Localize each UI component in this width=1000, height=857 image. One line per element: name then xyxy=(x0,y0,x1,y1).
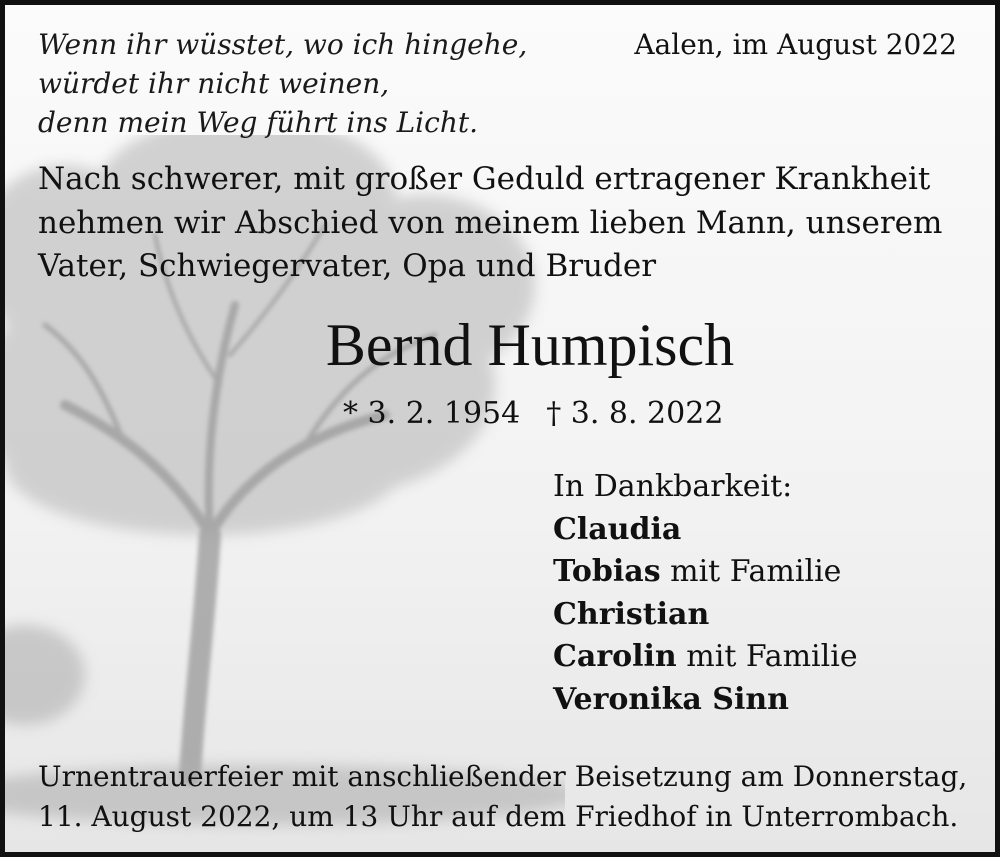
mourner-entry xyxy=(553,679,858,722)
mourner-name: Veronika Sinn xyxy=(553,681,789,717)
mourner-name: Carolin xyxy=(553,639,677,674)
deceased-name: Bernd Humpisch xyxy=(325,312,735,378)
mourner-suffix: mit Familie xyxy=(676,639,858,674)
mourner-name: Claudia xyxy=(553,511,682,547)
place-and-date: Aalen, im August 2022 xyxy=(634,28,957,61)
funeral-details xyxy=(38,757,967,837)
mourner-entry xyxy=(553,551,858,594)
mourner-name: Tobias xyxy=(553,554,661,589)
mourner-entry xyxy=(553,509,858,552)
mourner-entry xyxy=(553,636,858,679)
announcement-line: nehmen wir Abschied von meinem lieben Mann, unserem xyxy=(38,204,943,241)
mourner-entry xyxy=(553,594,858,637)
life-dates xyxy=(343,394,723,434)
birth-date: * 3. 2. 1954 xyxy=(343,396,521,431)
announcement-line: Nach schwerer, mit großer Geduld ertragener Krankheit xyxy=(38,161,931,197)
mourner-suffix: mit Familie xyxy=(660,554,842,589)
death-date: † 3. 8. 2022 xyxy=(546,396,724,431)
funeral-line: 11. August 2022, um 13 Uhr auf dem Friedhof in Unterrombach. xyxy=(38,800,959,833)
announcement-text xyxy=(38,158,942,289)
gratitude-heading: In Dankbarkeit: xyxy=(553,469,793,504)
poem-line: würdet ihr nicht weinen, xyxy=(38,67,390,100)
poem-quote xyxy=(38,25,527,142)
mourner-name: Christian xyxy=(553,596,710,632)
funeral-line: Urnentrauerfeier mit anschließender Beisetzung am Donnerstag, xyxy=(38,760,968,793)
announcement-line: Vater, Schwiegervater, Opa und Bruder xyxy=(38,248,657,284)
poem-line: Wenn ihr wüsstet, wo ich hingehe, xyxy=(38,28,528,61)
mourners-list xyxy=(553,466,858,721)
poem-line: denn mein Weg führt ins Licht. xyxy=(38,106,479,139)
